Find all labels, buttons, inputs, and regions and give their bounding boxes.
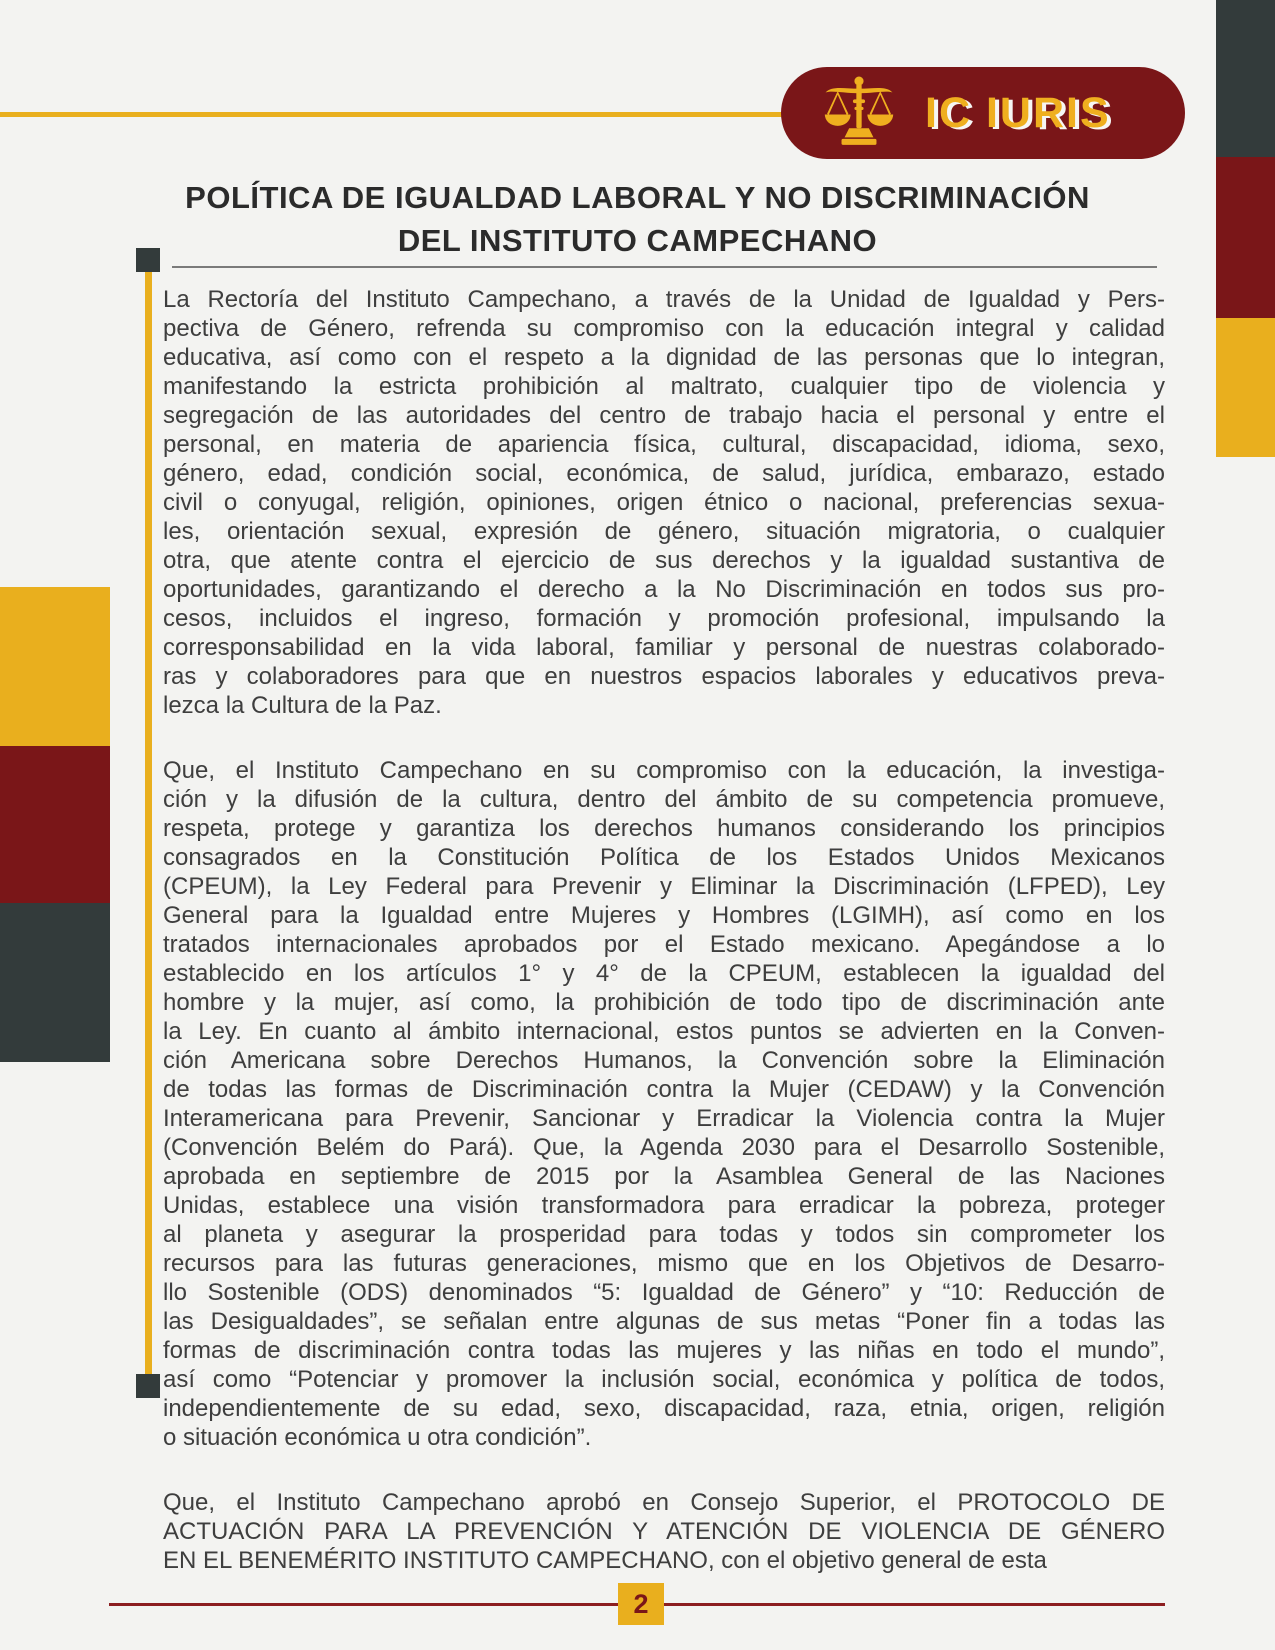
text-line: aprobada en septiembre de 2015 por la Asamblea General de las Naciones [163,1163,1165,1190]
text-line: consagrados en la Constitución Política de los Estados Unidos Mexicanos [163,844,1165,871]
text-line: les, orientación sexual, expresión de género, situación migratoria, o cualquier [163,518,1165,545]
page-title-line2: DEL INSTITUTO CAMPECHANO [397,223,878,258]
text-line: ción Americana sobre Derechos Humanos, la Convención sobre la Eliminación [163,1047,1165,1074]
text-line: (CPEUM), la Ley Federal para Prevenir y Eliminar la Discriminación (LFPED), Ley [163,873,1165,900]
page-title [120,176,1155,262]
right-edge-gray-block [1216,0,1275,157]
title-underline [172,266,1157,268]
text-line: así como “Potenciar y promover la inclusión social, económica y política de todos, [163,1366,1165,1393]
text-line: corresponsabilidad en la vida laboral, familiar y personal de nuestras colaborado- [163,634,1165,661]
text-line: (Convención Belém do Pará). Que, la Agenda 2030 para el Desarrollo Sostenible, [163,1134,1165,1161]
text-line: lezca la Cultura de la Paz. [163,692,442,719]
left-edge-red-block [0,746,110,903]
left-edge-gray-block [0,903,110,1062]
left-edge-gold-block [0,587,110,746]
text-line: educativa, así como con el respeto a la dignidad de las personas que lo integran, [163,344,1165,371]
text-line: oportunidades, garantizando el derecho a la No Discriminación en todos sus pro- [163,576,1165,603]
paragraph [163,285,1165,720]
page-number-badge [618,1583,664,1625]
text-line: establecido en los artículos 1° y 4° de la CPEUM, establecen la igualdad del [163,960,1165,987]
text-line: Que, el Instituto Campechano aprobó en Consejo Superior, el PROTOCOLO DE [163,1489,1165,1516]
text-line: otra, que atente contra el ejercicio de sus derechos y la igualdad sustantiva de [163,547,1165,574]
text-line: respeta, protege y garantiza los derechos humanos considerando los principios [163,815,1165,842]
text-line: civil o conyugal, religión, opiniones, origen étnico o nacional, preferencias sexua- [163,489,1165,516]
page-number: 2 [633,1588,649,1619]
body-text [163,285,1165,1575]
text-line: ACTUACIÓN PARA LA PREVENCIÓN Y ATENCIÓN DE VIOLENCIA DE GÉNERO [163,1518,1165,1545]
text-line: Interamericana para Prevenir, Sancionar y Erradicar la Violencia contra la Mujer [163,1105,1165,1132]
text-line: formas de discriminación contra todas las mujeres y las niñas en todo el mundo”, [163,1337,1165,1364]
text-line: La Rectoría del Instituto Campechano, a través de la Unidad de Igualdad y Pers- [163,286,1165,313]
text-line: las Desigualdades”, se señalan entre algunas de sus metas “Poner fin a todas las [163,1308,1165,1335]
scales-of-justice-icon [819,75,899,151]
bottom-marker-square [136,1374,160,1398]
text-line: tratados internacionales aprobados por el Estado mexicano. Apegándose a lo [163,931,1165,958]
text-line: Unidas, establece una visión transformadora para erradicar la pobreza, proteger [163,1192,1165,1219]
text-line: Que, el Instituto Campechano en su compromiso con la educación, la investiga- [163,757,1165,784]
text-line: EN EL BENEMÉRITO INSTITUTO CAMPECHANO, con el objetivo general de esta [163,1547,1047,1574]
text-line: género, edad, condición social, económica, de salud, jurídica, embarazo, estado [163,460,1165,487]
brand-name: IC IURIS [925,88,1111,137]
right-edge-gold-block [1216,318,1275,457]
left-accent-line [145,272,152,1376]
text-line: al planeta y asegurar la prosperidad para todas y todos sin comprometer los [163,1221,1165,1248]
title-marker-square [136,248,160,272]
text-line: independientemente de su edad, sexo, discapacidad, raza, etnia, origen, religión [163,1395,1165,1422]
paragraph [163,1488,1165,1575]
text-line: cesos, incluidos el ingreso, formación y promoción profesional, impulsando la [163,605,1165,632]
text-line: ción y la difusión de la cultura, dentro del ámbito de su competencia promueve, [163,786,1165,813]
text-line: ras y colaboradores para que en nuestros espacios laborales y educativos preva- [163,663,1165,690]
text-line: segregación de las autoridades del centro de trabajo hacia el personal y entre el [163,402,1165,429]
right-edge-red-block [1216,157,1275,318]
brand-badge [781,67,1185,159]
text-line: hombre y la mujer, así como, la prohibición de todo tipo de discriminación ante [163,989,1165,1016]
text-line: pectiva de Género, refrenda su compromiso con la educación integral y calidad [163,315,1165,342]
text-line: la Ley. En cuanto al ámbito internacional, estos puntos se advierten en la Conven- [163,1018,1165,1045]
text-line: o situación económica u otra condición”. [163,1424,592,1451]
text-line: llo Sostenible (ODS) denominados “5: Igualdad de Género” y “10: Reducción de [163,1279,1165,1306]
text-line: manifestando la estricta prohibición al maltrato, cualquier tipo de violencia y [163,373,1165,400]
page-title-line1: POLÍTICA DE IGUALDAD LABORAL Y NO DISCRIMINACIÓN [185,180,1090,215]
paragraph [163,756,1165,1452]
text-line: personal, en materia de apariencia física, cultural, discapacidad, idioma, sexo, [163,431,1165,458]
text-line: General para la Igualdad entre Mujeres y Hombres (LGIMH), así como en los [163,902,1165,929]
text-line: de todas las formas de Discriminación contra la Mujer (CEDAW) y la Convención [163,1076,1165,1103]
header-gold-line [0,112,800,117]
text-line: recursos para las futuras generaciones, mismo que en los Objetivos de Desarro- [163,1250,1165,1277]
